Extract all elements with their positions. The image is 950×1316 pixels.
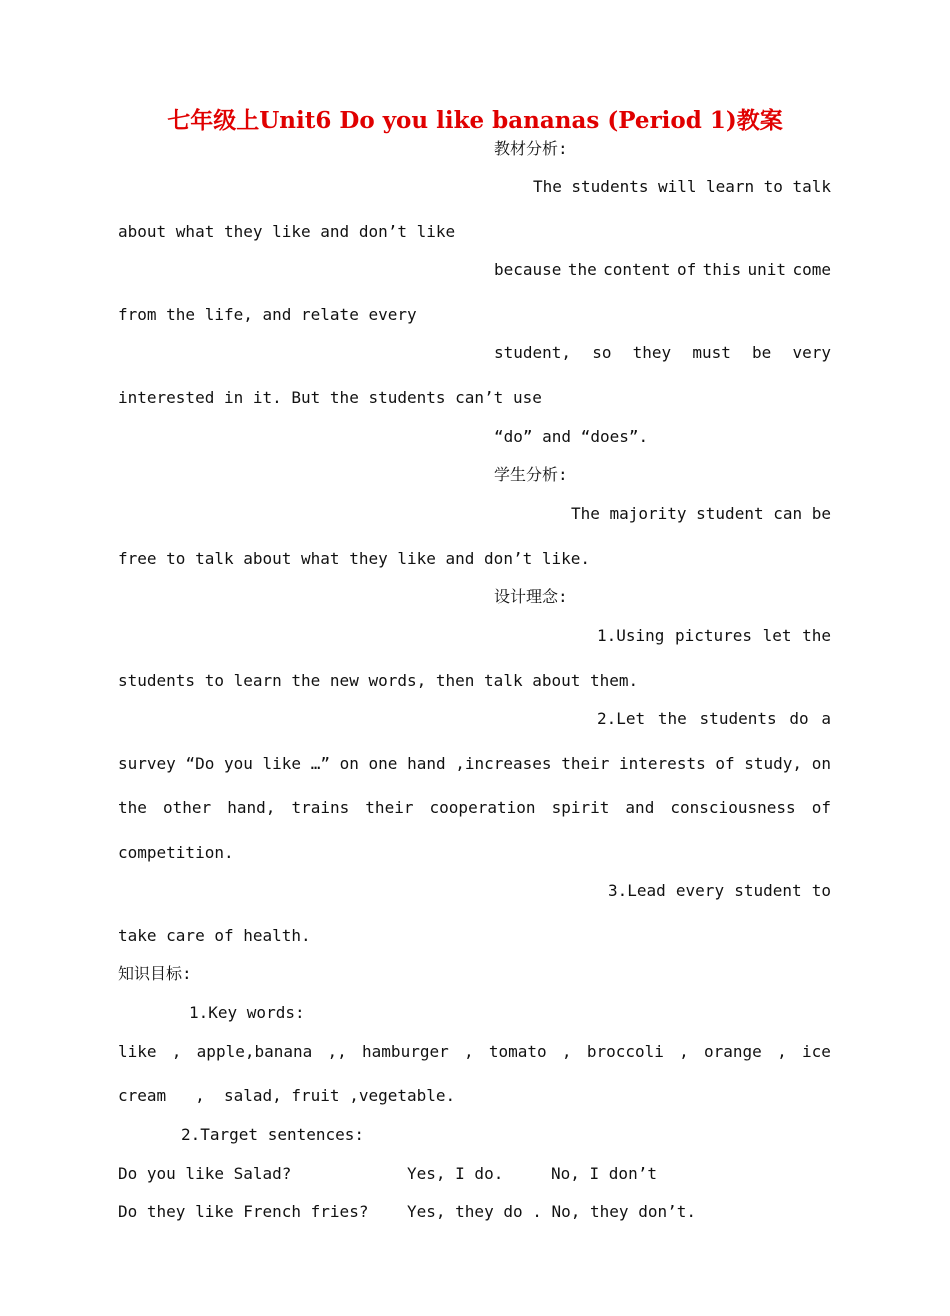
- word: The: [571, 504, 600, 523]
- word: so: [592, 343, 612, 362]
- word: to: [811, 881, 831, 900]
- paragraph-line: [597, 626, 831, 646]
- key-words-line: [118, 1042, 831, 1062]
- word: ,: [463, 1042, 474, 1061]
- word: because: [494, 260, 562, 279]
- paragraph-line: [608, 881, 831, 901]
- word: other: [162, 798, 212, 817]
- section-heading-knowledge: 知识目标:: [118, 964, 192, 983]
- word: and: [625, 798, 655, 817]
- word: ,: [171, 1042, 182, 1061]
- key-words-line: cream , salad, fruit ,vegetable.: [118, 1086, 456, 1105]
- word: student: [696, 504, 764, 523]
- paragraph-line: students to learn the new words, then talk about them.: [118, 671, 639, 690]
- target-sentences-label: 2.Target sentences:: [181, 1125, 365, 1144]
- word: …”: [310, 754, 330, 773]
- paragraph-line: [494, 343, 831, 363]
- word: be: [811, 504, 831, 523]
- paragraph-line: interested in it. But the students can’t use: [118, 388, 542, 407]
- word: hand,: [227, 798, 276, 817]
- key-words-label: 1.Key words:: [189, 1003, 305, 1022]
- word: student: [734, 881, 802, 900]
- paragraph-line: [533, 177, 831, 197]
- section-heading-students: 学生分析:: [494, 465, 568, 484]
- word: 2.Let: [597, 709, 646, 728]
- word: students: [571, 177, 649, 196]
- word: pictures: [675, 626, 753, 645]
- word: must: [692, 343, 731, 362]
- word: the: [567, 260, 597, 279]
- word: can: [773, 504, 803, 523]
- word: very: [792, 343, 831, 362]
- paragraph-line: about what they like and don’t like: [118, 222, 456, 241]
- word: unit: [747, 260, 787, 279]
- word: majority: [609, 504, 687, 523]
- word: come: [792, 260, 831, 279]
- paragraph-line: take care of health.: [118, 926, 311, 945]
- word: ,: [777, 1042, 787, 1061]
- word: of: [676, 260, 697, 279]
- word: let: [762, 626, 792, 645]
- word: The: [533, 177, 562, 196]
- word: consciousness: [670, 798, 796, 817]
- word: to: [763, 177, 783, 196]
- word: do: [789, 709, 809, 728]
- word: on: [811, 754, 831, 773]
- paragraph-line: [118, 798, 831, 818]
- word: apple,banana: [196, 1042, 313, 1061]
- word: will: [657, 177, 697, 196]
- word: the: [657, 709, 687, 728]
- word: like: [262, 754, 302, 773]
- paragraph-line: [597, 709, 831, 729]
- word: ,: [679, 1042, 689, 1061]
- word: spirit: [551, 798, 610, 817]
- word: be: [752, 343, 772, 362]
- word: learn: [706, 177, 755, 196]
- word: ,: [561, 1042, 572, 1061]
- paragraph-line: [494, 260, 831, 280]
- word: ,increases: [455, 754, 552, 773]
- word: you: [223, 754, 253, 773]
- word: a: [821, 709, 831, 728]
- word: of: [811, 798, 831, 817]
- paragraph-line: “do” and “does”.: [494, 427, 649, 446]
- word: hamburger: [362, 1042, 449, 1061]
- section-heading-textbook: 教材分析:: [494, 139, 568, 158]
- word: orange: [704, 1042, 762, 1061]
- target-sentence-question: Do you like Salad?: [118, 1164, 292, 1183]
- word: “Do: [185, 754, 215, 773]
- word: their: [365, 798, 414, 817]
- section-heading-design: 设计理念:: [494, 587, 568, 606]
- target-sentence-question: Do they like French fries?: [118, 1202, 369, 1221]
- word: hand: [407, 754, 446, 773]
- word: the: [118, 798, 147, 817]
- word: on: [339, 754, 359, 773]
- word: their: [561, 754, 610, 773]
- word: tomato: [488, 1042, 547, 1061]
- word: 3.Lead: [608, 881, 666, 900]
- word: students: [699, 709, 777, 728]
- word: every: [675, 881, 725, 900]
- word: they: [632, 343, 672, 362]
- paragraph-line: [118, 754, 831, 774]
- word: the: [802, 626, 831, 645]
- word: cooperation: [429, 798, 536, 817]
- target-sentence-answer: Yes, they do . No, they don’t.: [407, 1202, 696, 1221]
- target-sentence-answer: No, I don’t: [551, 1164, 657, 1183]
- word: trains: [291, 798, 350, 817]
- word: one: [368, 754, 398, 773]
- paragraph-line: free to talk about what they like and don’t like.: [118, 549, 591, 568]
- word: content: [603, 260, 671, 279]
- paragraph-line: from the life, and relate every: [118, 305, 417, 324]
- target-sentence-answer: Yes, I do.: [407, 1164, 504, 1183]
- word: 1.Using: [597, 626, 665, 645]
- word: ,,: [327, 1042, 347, 1061]
- word: survey: [118, 754, 176, 773]
- word: ice: [801, 1042, 831, 1061]
- paragraph-line: [571, 504, 831, 524]
- document-title: 七年级上Unit6 Do you like bananas (Period 1)教案: [167, 107, 783, 134]
- paragraph-line: competition.: [118, 843, 234, 862]
- word: student,: [494, 343, 572, 362]
- word: this: [702, 260, 742, 279]
- word: of: [715, 754, 735, 773]
- word: talk: [792, 177, 831, 196]
- word: study,: [744, 754, 803, 773]
- word: interests: [619, 754, 706, 773]
- word: like: [118, 1042, 157, 1061]
- word: broccoli: [586, 1042, 664, 1061]
